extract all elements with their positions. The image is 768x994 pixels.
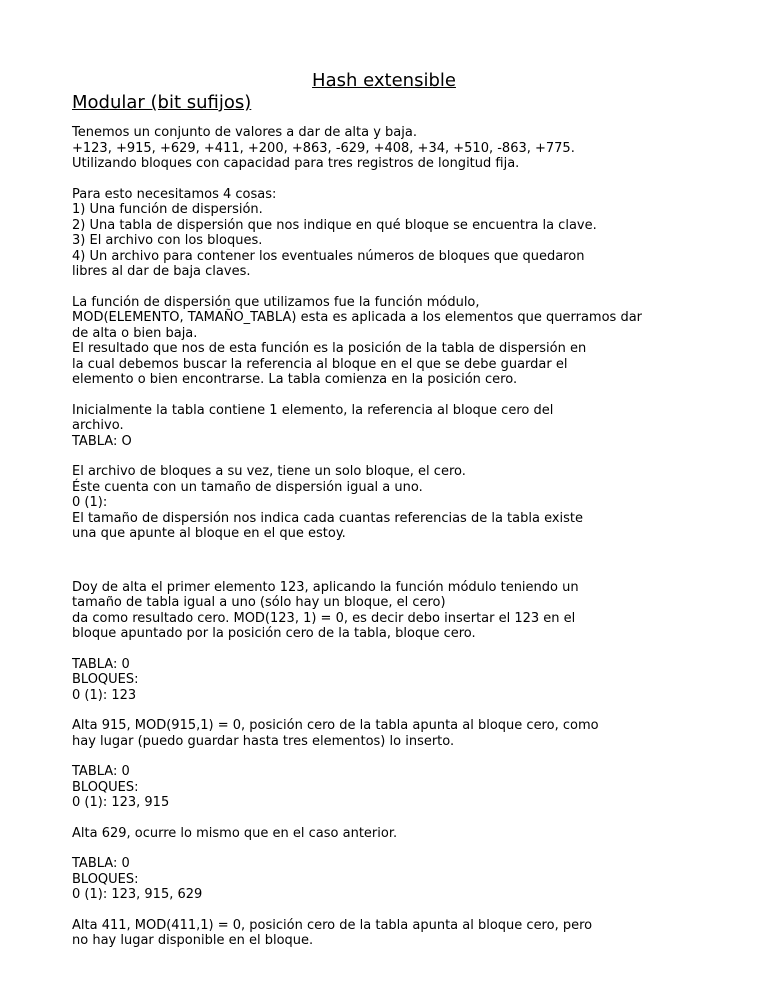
text-line: Utilizando bloques con capacidad para tres registros de longitud fija.	[72, 156, 520, 171]
text-line: TABLA: O	[72, 433, 132, 449]
text-line: El resultado que nos de esta función es la posición de la tabla de dispersión en	[72, 341, 587, 356]
text-line: archivo.	[72, 418, 124, 433]
paragraph-insert-123	[72, 580, 632, 642]
text-line: TABLA: 0	[72, 856, 130, 871]
text-line: Doy de alta el primer elemento 123, aplicando la función módulo teniendo un	[72, 579, 579, 595]
section-title: Modular (bit sufijos)	[72, 92, 252, 113]
paragraph-state-3	[72, 856, 632, 903]
paragraph-values	[72, 125, 632, 172]
text-line: El tamaño de dispersión nos indica cada cuantas referencias de la tabla existe	[72, 510, 584, 526]
text-line: 2) Una tabla de dispersión que nos indique en qué bloque se encuentra la clave.	[72, 217, 597, 233]
text-line: elemento o bien encontrarse. La tabla comienza en la posición cero.	[72, 372, 518, 387]
text-line: BLOQUES:	[72, 779, 139, 795]
text-line: BLOQUES:	[72, 672, 139, 687]
text-line: una que apunte al bloque en el que estoy.	[72, 526, 346, 541]
text-line: El archivo de bloques a su vez, tiene un solo bloque, el cero.	[72, 464, 466, 479]
text-line: TABLA: 0	[72, 764, 130, 779]
paragraph-initial-table	[72, 403, 632, 450]
text-line: 0 (1): 123, 915	[72, 795, 170, 810]
text-line: da como resultado cero. MOD(123, 1) = 0, es decir debo insertar el 123 en el	[72, 610, 576, 626]
text-line: de alta o bien baja.	[72, 325, 198, 341]
text-line: Tenemos un conjunto de valores a dar de alta y baja.	[72, 125, 417, 140]
text-line: MOD(ELEMENTO, TAMAÑO_TABLA) esta es aplicada a los elementos que querramos dar	[72, 310, 643, 325]
text-line: Éste cuenta con un tamaño de dispersión igual a uno.	[72, 479, 423, 495]
text-line: 0 (1):	[72, 495, 108, 510]
text-line: Inicialmente la tabla contiene 1 elemento, la referencia al bloque cero del	[72, 402, 554, 418]
text-line: La función de dispersión que utilizamos fue la función módulo,	[72, 294, 480, 310]
text-line: bloque apuntado por la posición cero de la tabla, bloque cero.	[72, 626, 476, 641]
text-line: Alta 629, ocurre lo mismo que en el caso anterior.	[72, 825, 398, 841]
text-line: tamaño de tabla igual a uno (sólo hay un bloque, el cero)	[72, 595, 446, 610]
text-line: TABLA: 0	[72, 656, 130, 672]
text-line: BLOQUES:	[72, 871, 139, 887]
text-line: 0 (1): 123	[72, 687, 137, 703]
text-line: 3) El archivo con los bloques.	[72, 233, 263, 248]
text-line: +123, +915, +629, +411, +200, +863, -629, +408, +34, +510, -863, +775.	[72, 140, 575, 156]
text-line: no hay lugar disponible en el bloque.	[72, 933, 314, 948]
text-line: libres al dar de baja claves.	[72, 264, 251, 279]
document-title: Hash extensible	[312, 70, 456, 91]
paragraph-state-1	[72, 657, 632, 704]
text-line: Alta 915, MOD(915,1) = 0, posición cero de la tabla apunta al bloque cero, como	[72, 718, 599, 733]
paragraph-insert-629	[72, 826, 632, 842]
text-line: hay lugar (puedo guardar hasta tres elementos) lo inserto.	[72, 733, 455, 749]
paragraph-state-2	[72, 764, 632, 811]
paragraph-hash-function	[72, 294, 643, 388]
text-line: la cual debemos buscar la referencia al bloque en el que se debe guardar el	[72, 356, 568, 372]
text-line: 1) Una función de dispersión.	[72, 202, 263, 217]
paragraph-block-file	[72, 464, 632, 542]
text-line: Para esto necesitamos 4 cosas:	[72, 186, 277, 202]
text-line: 0 (1): 123, 915, 629	[72, 887, 203, 902]
paragraph-insert-915	[72, 718, 632, 749]
paragraph-requirements	[72, 187, 632, 280]
document-body	[72, 125, 643, 964]
paragraph-insert-411	[72, 918, 632, 949]
text-line: 4) Un archivo para contener los eventuales números de bloques que quedaron	[72, 248, 585, 264]
text-line: Alta 411, MOD(411,1) = 0, posición cero de la tabla apunta al bloque cero, pero	[72, 917, 593, 933]
